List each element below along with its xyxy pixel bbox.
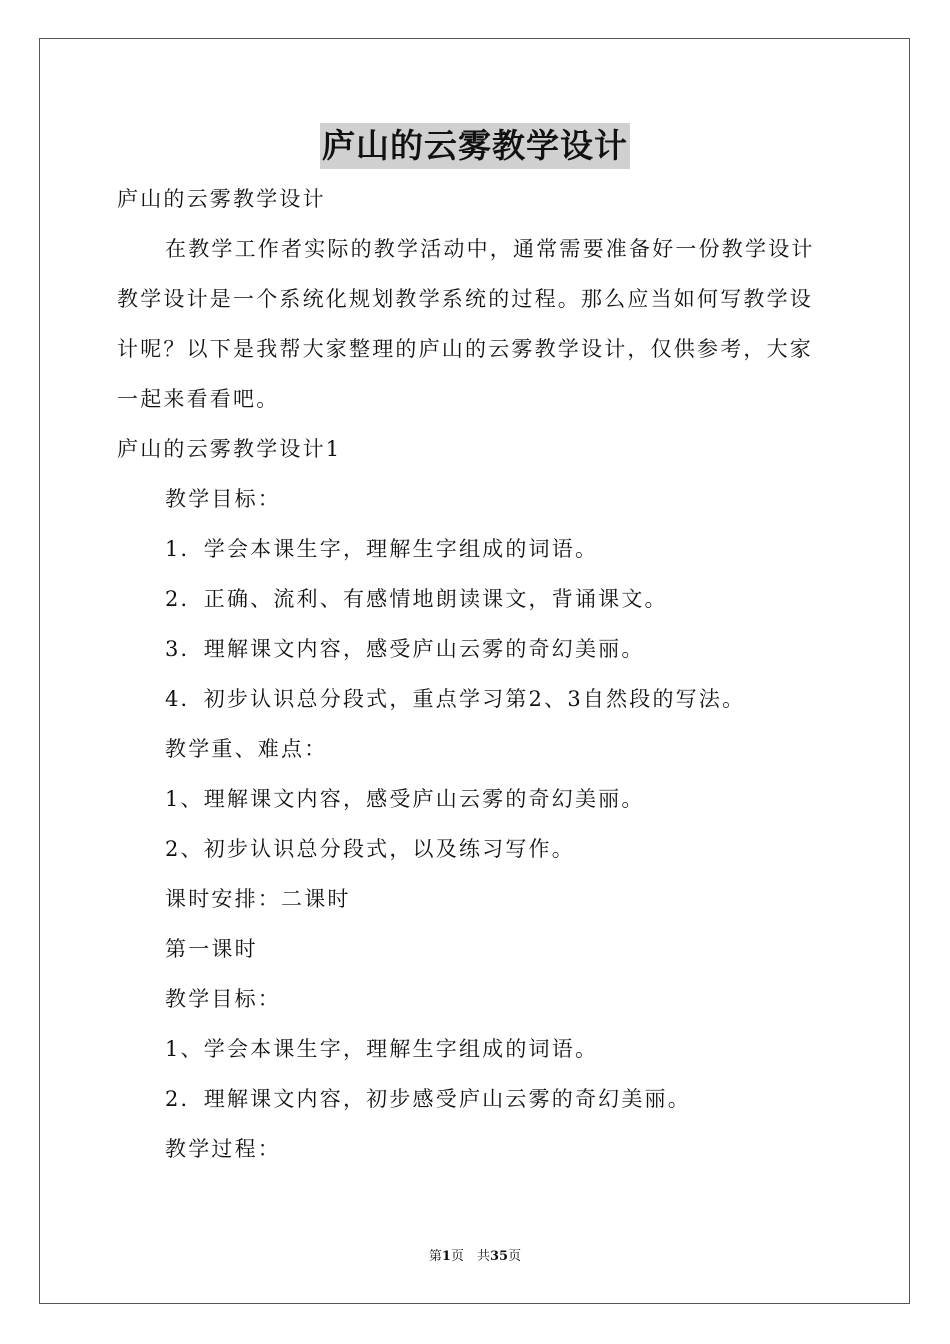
current-page-number: 1 [441,1249,451,1264]
body-line: 1．学会本课生字，理解生字组成的词语。 [165,537,599,561]
document-title: 庐山的云雾教学设计 [320,123,630,169]
footer-suffix: 页 [508,1249,522,1264]
body-line: 1、学会本课生字，理解生字组成的词语。 [165,1037,599,1061]
footer-prefix: 第 [428,1249,442,1264]
page-footer [0,1248,950,1266]
body-line: 课时安排：二课时 [165,887,351,911]
body-line: 2．理解课文内容，初步感受庐山云雾的奇幻美丽。 [165,1087,691,1111]
body-line: 教学目标： [165,487,281,511]
footer-mid: 页 共 [450,1249,490,1264]
body-line: 3．理解课文内容，感受庐山云雾的奇幻美丽。 [165,637,645,661]
body-line: 教学重、难点： [165,737,328,761]
page-border [39,38,910,1304]
body-line: 4．初步认识总分段式，重点学习第2、3自然段的写法。 [165,687,746,711]
intro-line-1: 在教学工作者实际的教学活动中，通常需要准备好一份教学设计 [165,237,815,261]
total-pages-number: 35 [489,1249,509,1264]
body-line: 2．正确、流利、有感情地朗读课文，背诵课文。 [165,587,668,611]
section-heading: 庐山的云雾教学设计1 [117,437,342,461]
document-subtitle: 庐山的云雾教学设计 [117,187,326,211]
body-line: 教学过程： [165,1137,281,1161]
intro-line-4: 一起来看看吧。 [117,387,280,411]
intro-line-2: 教学设计是一个系统化规划教学系统的过程。那么应当如何写教学设 [117,287,813,311]
body-line: 1、理解课文内容，感受庐山云雾的奇幻美丽。 [165,787,645,811]
title-container [0,123,950,169]
intro-line-3: 计呢？以下是我帮大家整理的庐山的云雾教学设计，仅供参考，大家 [117,337,813,361]
body-line: 教学目标： [165,987,281,1011]
body-line: 2、初步认识总分段式，以及练习写作。 [165,837,575,861]
body-line: 第一课时 [165,937,258,961]
